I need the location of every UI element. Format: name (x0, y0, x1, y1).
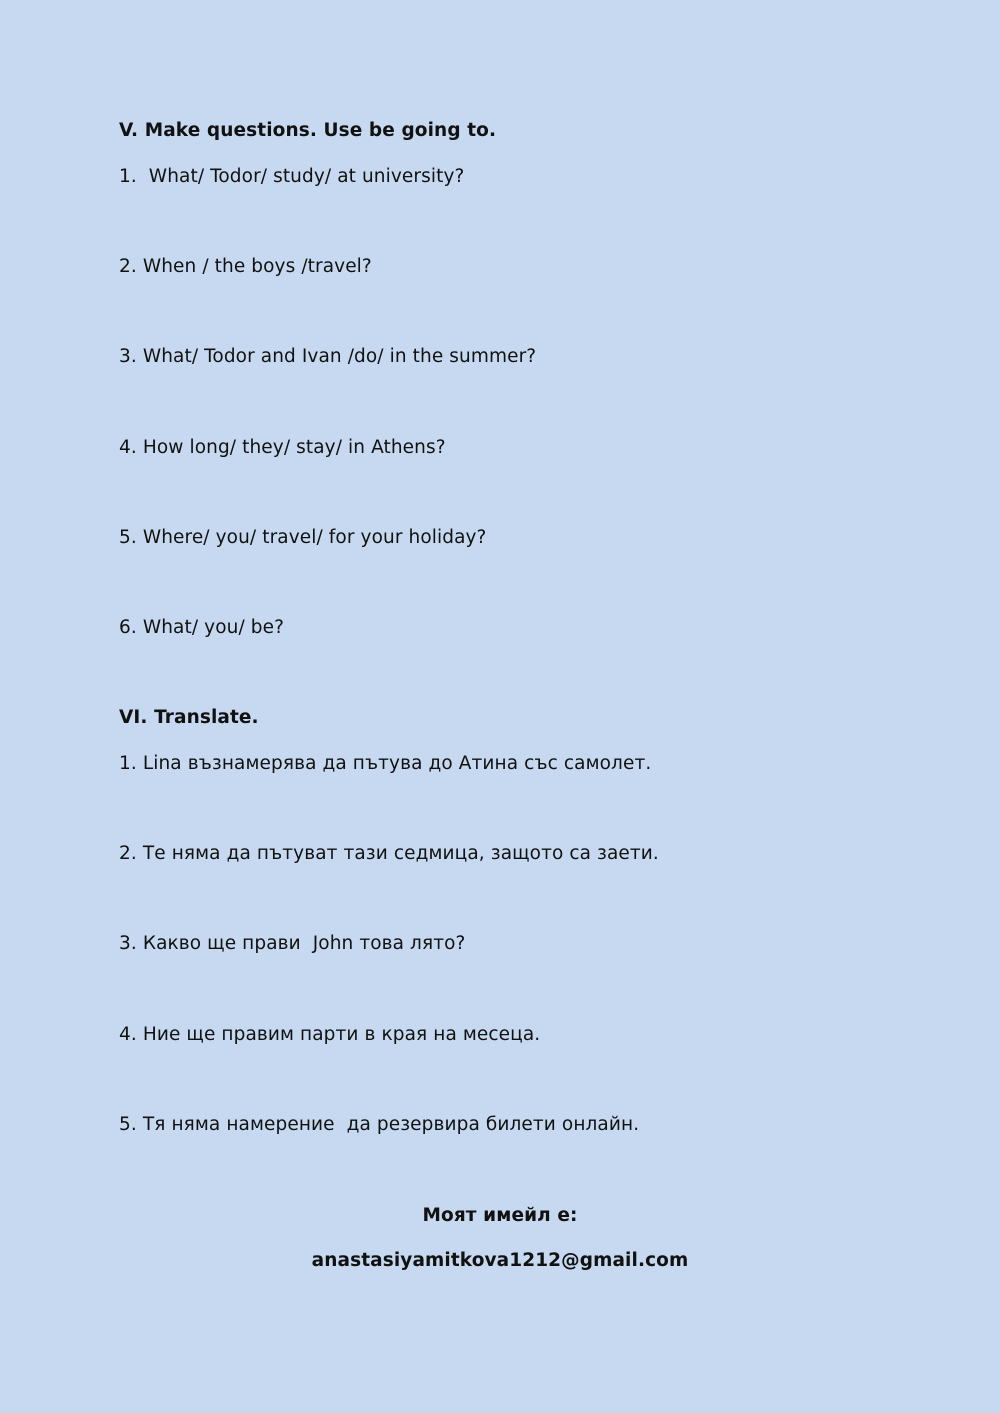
question-item-3: 3. What/ Todor and Ivan /do/ in the summer? (119, 346, 537, 367)
section-v-heading: V. Make questions. Use be going to. (119, 120, 497, 141)
question-item-2: 2. When / the boys /travel? (119, 256, 372, 277)
question-item-4: 4. How long/ they/ stay/ in Athens? (119, 437, 446, 458)
translate-item-4: 4. Ние ще правим парти в края на месеца. (119, 1024, 541, 1045)
translate-item-1: 1. Lina възнамерява да пътува до Атина със самолет. (119, 753, 652, 774)
question-item-6: 6. What/ you/ be? (119, 617, 285, 638)
translate-item-5: 5. Тя няма намерение да резервира билети онлайн. (119, 1114, 640, 1135)
section-vi-heading: VI. Translate. (119, 707, 259, 728)
translate-item-2: 2. Те няма да пътуват тази седмица, защото са заети. (119, 843, 659, 864)
translate-item-3: 3. Какво ще прави John това лято? (119, 933, 466, 954)
contact-label: Моят имейл е: (422, 1205, 578, 1226)
question-item-5: 5. Where/ you/ travel/ for your holiday? (119, 527, 487, 548)
contact-email: anastasiyamitkova1212@gmail.com (311, 1250, 689, 1271)
question-item-1: 1. What/ Todor/ study/ at university? (119, 166, 465, 187)
